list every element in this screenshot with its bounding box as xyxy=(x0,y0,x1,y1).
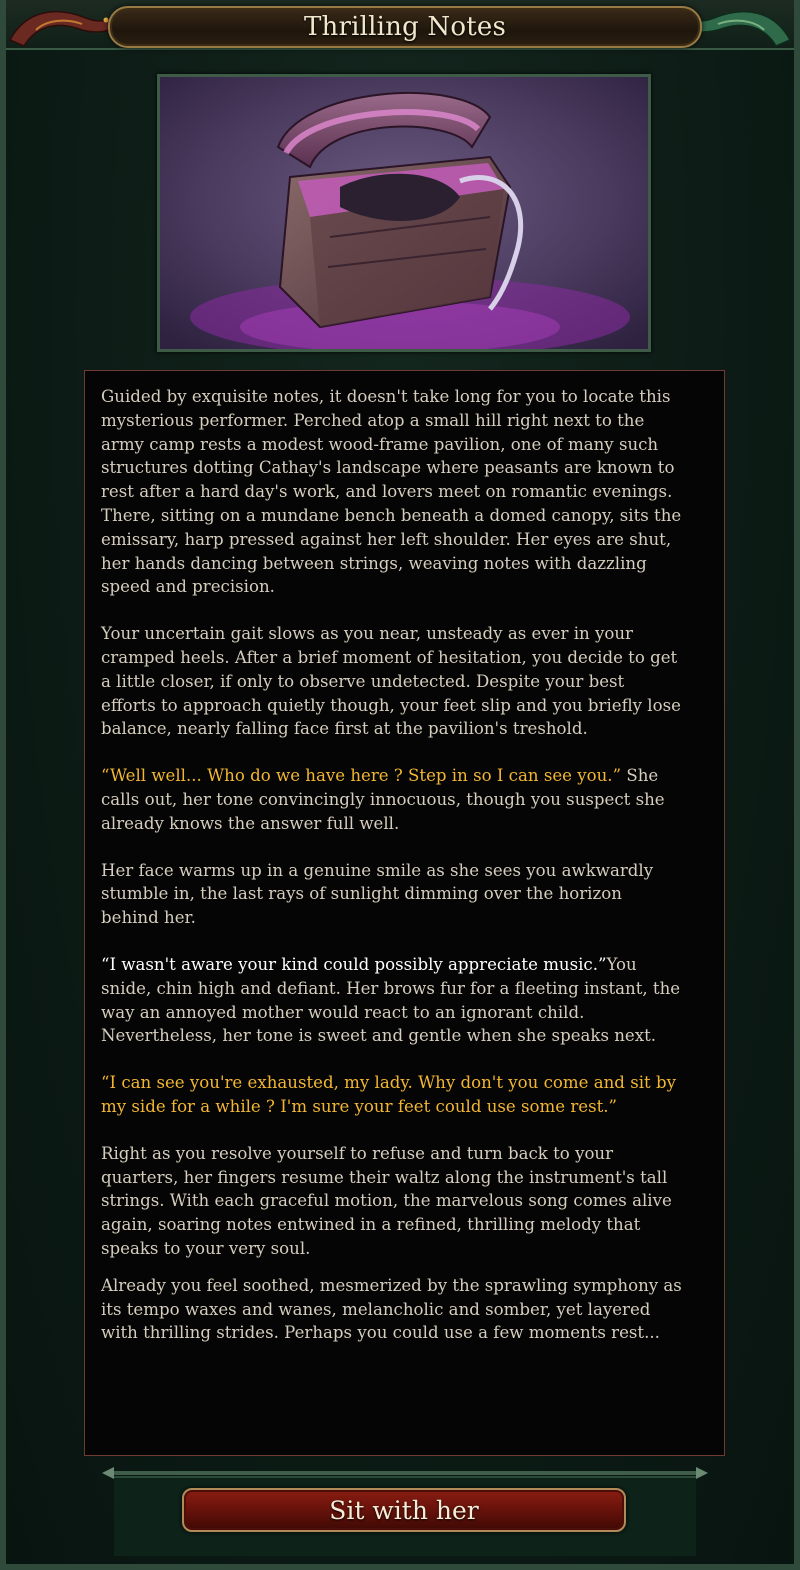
story-paragraph xyxy=(101,1142,684,1261)
title-plate xyxy=(108,6,702,48)
narration-text: You snide, chin high and defiant. Her brows fur for a fleeting instant, the way an annoyed mother would react to an ignorant child. Nevertheless, her tone is sweet and gentle when she speaks next. xyxy=(101,954,681,1046)
story-paragraph xyxy=(101,1071,684,1119)
dialog-title: Thrilling Notes xyxy=(303,12,506,42)
dialogue-quote: “I can see you're exhausted, my lady. Why don't you come and sit by my side for a while ? I'm sure your feet could use some rest.” xyxy=(101,1073,676,1116)
event-illustration xyxy=(157,74,651,352)
story-paragraph xyxy=(101,622,684,741)
narration-text: Guided by exquisite notes, it doesn't take long for you to locate this mysterious performer. Perched atop a small hill right next to the army camp rests a modest wood-frame pavilion, one of many such structures dotting Cathay's landscape where peasants are known to rest after a hard day's work, and lovers meet on romantic evenings. There, sitting on a mundane bench beneath a domed canopy, sits the emissary, harp pressed against her left shoulder. Her eyes are shut, her hands dancing between strings, weaving notes with dazzling speed and precision. xyxy=(101,387,682,597)
player-quote: “I wasn't aware your kind could possibly appreciate music.” xyxy=(101,954,607,974)
narration-text: Right as you resolve yourself to refuse and turn back to your quarters, her fingers resume their waltz along the instrument's tall strings. With each graceful motion, the marvelous song comes alive again, soaring notes entwined in a refined, thrilling melody that speaks to your very soul. xyxy=(101,1143,672,1258)
story-paragraph xyxy=(101,764,684,835)
narration-text: She calls out, her tone convincingly innocuous, though you suspect she already knows the answer full well. xyxy=(101,766,665,833)
narration-text: Your uncertain gait slows as you near, unsteady as ever in your cramped heels. After a brief moment of hesitation, you decide to get a little closer, if only to observe undetected. Despite your best efforts to approach quietly though, your feet slip and you briefly lose balance, nearly falling face first at the pavilion's treshold. xyxy=(101,624,681,739)
story-paragraph xyxy=(101,953,684,1048)
dialogue-quote: “Well well... Who do we have here ? Step in so I can see you.” xyxy=(101,766,622,786)
open-chest-with-harp-illustration-icon xyxy=(160,77,648,349)
story-paragraph xyxy=(101,385,684,599)
sit-with-her-label: Sit with her xyxy=(329,1495,479,1525)
story-paragraph xyxy=(101,1274,684,1345)
narration-text: Already you feel soothed, mesmerized by the sprawling symphony as its tempo waxes and wanes, melancholic and somber, yet layered with thrilling strides. Perhaps you could use a few moments rest... xyxy=(101,1275,682,1343)
story-text-box xyxy=(84,370,725,1456)
story-paragraph xyxy=(101,859,684,930)
sit-with-her-button[interactable] xyxy=(182,1488,626,1532)
narration-text: Her face warms up in a genuine smile as she sees you awkwardly stumble in, the last rays of sunlight dimming over the horizon behind her. xyxy=(101,860,654,928)
